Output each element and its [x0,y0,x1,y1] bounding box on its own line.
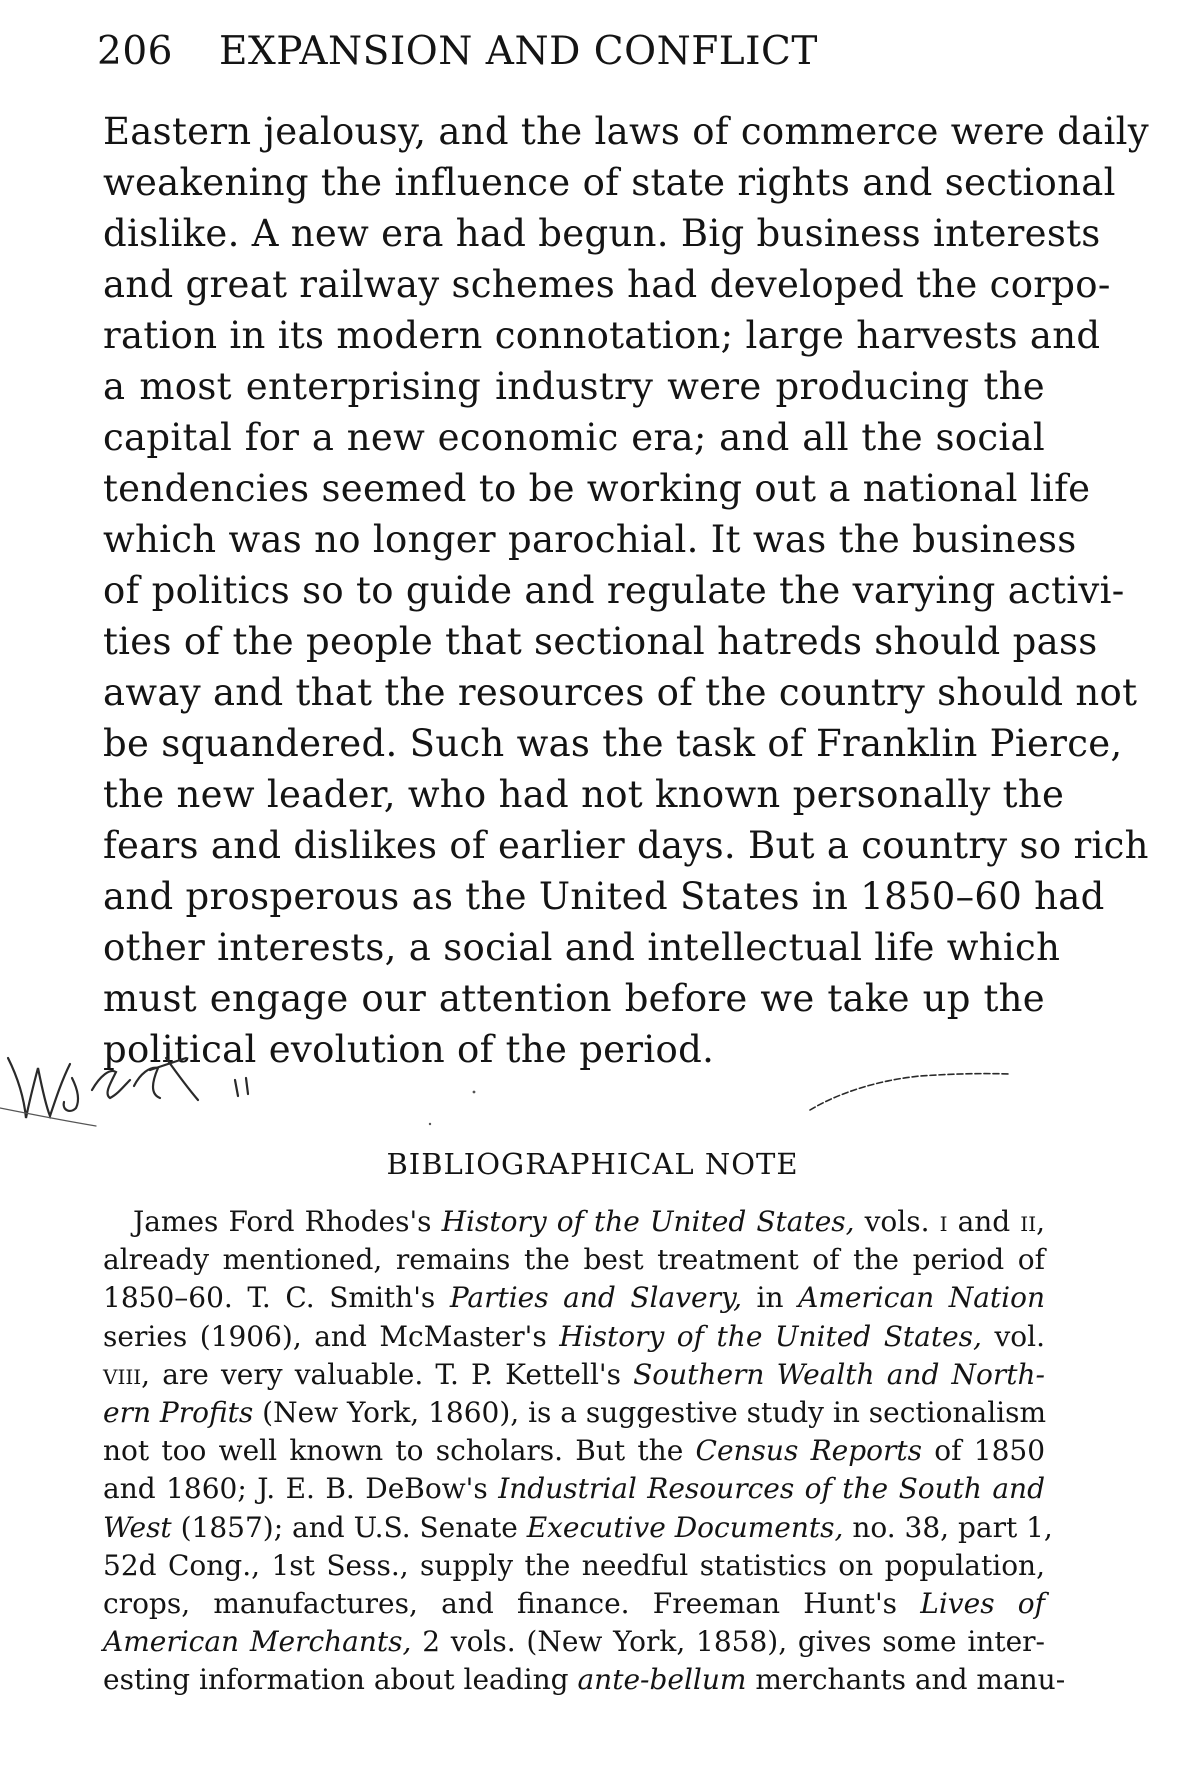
body-line: ties of the people that sectional hatreds should pass [103,620,1098,663]
body-line: away and that the resources of the country should not [103,671,1138,714]
body-line: and prosperous as the United States in 1850–60 had [103,875,1105,918]
body-line: fears and dislikes of earlier days. But a country so rich [103,824,1149,867]
body-line: tendencies seemed to be working out a national life [103,467,1091,510]
bibliography-line: 52d Cong., 1st Sess., supply the needful statistics on population, [103,1548,1045,1582]
bibliography-line: esting information about leading ante-bellum merchants and manu- [103,1663,1066,1697]
body-line: which was no longer parochial. It was the business [103,518,1077,561]
bibliography-line: James Ford Rhodes's History of the United States, vols. i and ii, [133,1205,1046,1238]
body-line: Eastern jealousy, and the laws of commerce were daily [103,110,1149,153]
bibliography-line: not too well known to scholars. But the Census Reports of 1850 [103,1434,1046,1468]
running-title: EXPANSION AND CONFLICT [219,29,818,74]
body-line: dislike. A new era had begun. Big business interests [103,212,1101,255]
bibliography-line: West (1857); and U.S. Senate Executive Documents, no. 38, part 1, [103,1510,1053,1544]
bibliography-heading: BIBLIOGRAPHICAL NOTE [386,1147,799,1181]
bibliography-text [103,1203,1066,1699]
body-line: a most enterprising industry were producing the [103,365,1045,408]
bibliography-line: crops, manufactures, and finance. Freeman Hunt's Lives of [103,1586,1045,1620]
body-line: be squandered. Such was the task of Franklin Pierce, [103,722,1123,765]
page-header [97,24,1097,80]
bibliography-line: series (1906), and McMaster's History of the United States, vol. [103,1319,1045,1353]
body-line: other interests, a social and intellectual life which [103,926,1061,969]
body-line: and great railway schemes had developed the corpo- [103,263,1111,306]
bibliography-line: already mentioned, remains the best treatment of the period of [103,1243,1045,1277]
body-line: of politics so to guide and regulate the varying activi- [103,569,1125,612]
body-text [103,106,1149,1075]
bibliography-line: viii, are very valuable. T. P. Kettell's Southern Wealth and North- [103,1357,1045,1391]
bibliography-line: American Merchants, 2 vols. (New York, 1858), gives some inter- [103,1625,1046,1659]
body-line: weakening the influence of state rights and sectional [103,161,1116,204]
bibliography-line: 1850–60. T. C. Smith's Parties and Slavery, in American Nation [103,1281,1046,1315]
body-line: ration in its modern connotation; large harvests and [103,314,1101,357]
body-line: capital for a new economic era; and all the social [103,416,1045,459]
bibliography-line: and 1860; J. E. B. DeBow's Industrial Resources of the South and [103,1472,1046,1506]
page-number: 206 [97,29,173,74]
body-line: the new leader, who had not known personally the [103,773,1065,816]
body-line: must engage our attention before we take up the [103,977,1045,1020]
body-line: political evolution of the period. [103,1028,715,1071]
bibliography-line: ern Profits (New York, 1860), is a suggestive study in sectionalism [103,1395,1047,1429]
